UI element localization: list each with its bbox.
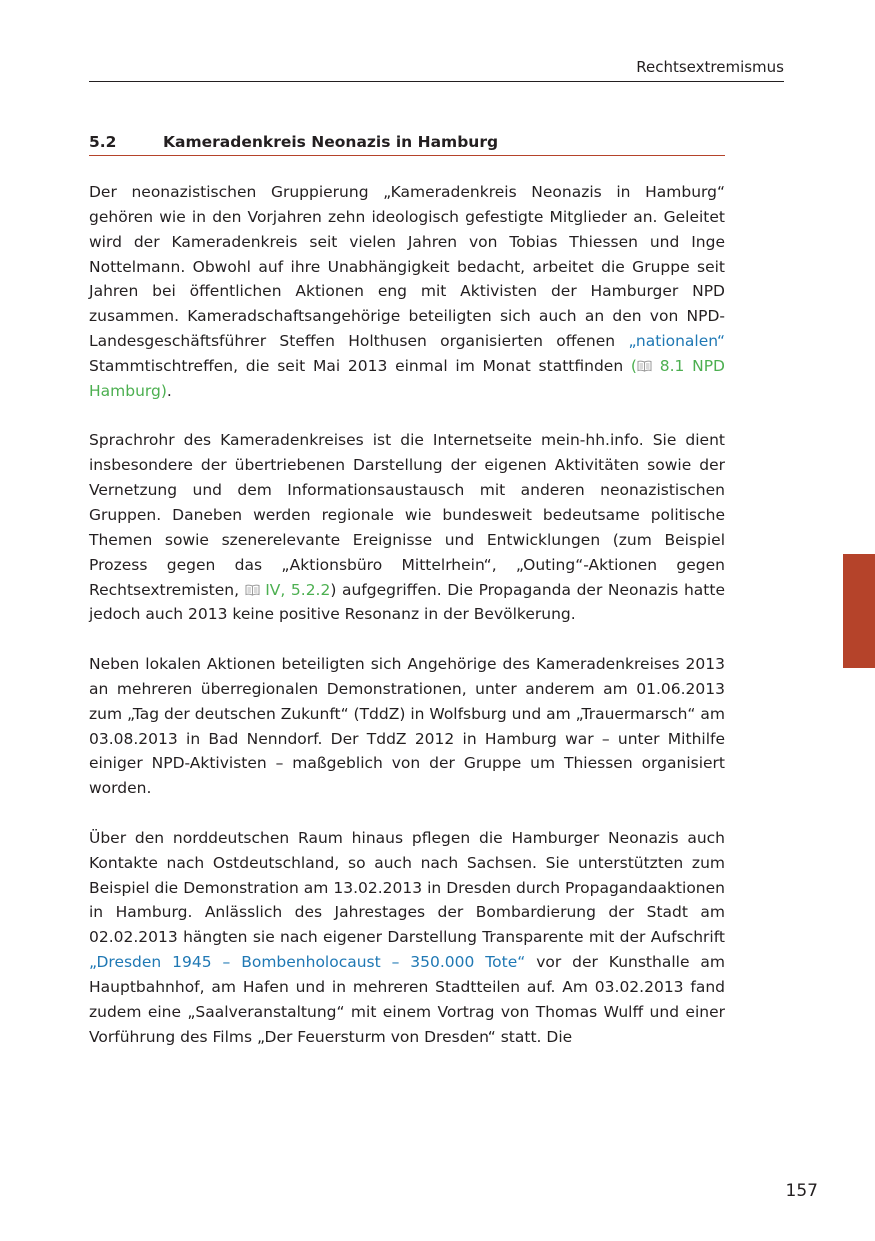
- paragraph-4: [89, 826, 725, 1050]
- section-heading: [89, 131, 725, 156]
- book-icon: [245, 584, 260, 596]
- paragraph-2: [89, 428, 725, 627]
- paragraph-2-text-a: Sprachrohr des Kameradenkreises ist die Internetseite mein-hh.info. Sie dient insbesondere der übertriebenen Darstellung der eigenen Aktivitäten sowie der Vernetzung und dem Informationsaustausch mit anderen neonazistischen Gruppen. Daneben werden regionale wie bundesweit bedeutsame politische Themen sowie szenerelevante Ereignisse und Entwicklungen (zum Beispiel Prozess gegen das „Aktionsbüro Mittelrhein“, „Outing“-Aktionen gegen Rechtsextremisten,: [89, 431, 725, 599]
- paragraph-3-text-a: Neben lokalen Aktionen beteiligten sich Angehörige des Kameradenkreises 2013 an mehreren überregionalen Demonstrationen, unter anderem am 01.06.2013 zum „Tag der deutschen Zukunft“ (TddZ) in Wolfsburg und am „Trauermarsch“ am 03.08.2013 in Bad Nenndorf. Der TddZ 2012 in Hamburg war – unter Mithilfe einiger NPD-Aktivisten – maßgeblich von der Gruppe um Thiessen organisiert worden.: [89, 655, 725, 798]
- paragraph-1-text-b: Stammtischtreffen, die seit Mai 2013 einmal im Monat stattfinden: [89, 356, 631, 375]
- header-rule: [89, 81, 784, 82]
- paragraph-4-text-b: vor der Kunsthalle am Hauptbahnhof, am Hafen und in mehreren Stadtteilen auf. Am 03.02.2013 fand zudem eine „Saalveranstaltung“ mit einem Vortrag von Thomas Wulff und einer Vorführung des Films „Der Feuersturm von Dresden“ statt. Die: [89, 953, 725, 1046]
- cross-reference-iv-5-2-2[interactable]: [245, 581, 331, 599]
- page-number: 157: [785, 1181, 818, 1201]
- paragraph-1-text-c: .: [166, 381, 172, 400]
- paragraph-3: [89, 652, 725, 801]
- chapter-tab-marker: [843, 554, 875, 668]
- section-title: Kameradenkreis Neonazis in Hamburg: [163, 133, 499, 151]
- running-title: Rechtsextremismus: [636, 58, 784, 76]
- quote-dresden-banner: „Dresden 1945 – Bombenholocaust – 350.000 Tote“: [89, 953, 526, 972]
- section-number: 5.2: [89, 133, 117, 151]
- body-text: [89, 180, 725, 1050]
- ref-text: 8.1 NPD Hamburg): [89, 356, 725, 400]
- paragraph-1: [89, 180, 725, 404]
- paragraph-2-text-b: ) aufgegriffen. Die Propaganda der Neonazis hatte jedoch auch 2013 keine positive Resonanz in der Bevölkerung.: [89, 580, 725, 624]
- book-icon: [637, 360, 652, 372]
- quote-nationalen: „nationalen“: [628, 332, 725, 351]
- ref-text: IV, 5.2.2: [259, 580, 331, 599]
- ref-open-paren: (: [630, 356, 637, 375]
- paragraph-1-text-a: Der neonazistischen Gruppierung „Kameradenkreis Neonazis in Hamburg“ gehören wie in den Vorjahren zehn ideologisch gefestigte Mitglieder an. Geleitet wird der Kameradenkreis seit vielen Jahren von Tobias Thiessen und Inge Nottelmann. Obwohl auf ihre Unabhängigkeit bedacht, arbeitet die Gruppe seit Jahren bei öffentlichen Aktionen eng mit Aktivisten der Hamburger NPD zusammen. Kameradschaftsangehörige beteiligten sich auch an den von NPD-Landesgeschäftsführer Steffen Holthusen organisierten offenen: [89, 183, 725, 351]
- paragraph-4-text-a: Über den norddeutschen Raum hinaus pflegen die Hamburger Neonazis auch Kontakte nach Ostdeutschland, so auch nach Sachsen. Sie unterstützten zum Beispiel die Demonstration am 13.02.2013 in Dresden durch Propagandaaktionen in Hamburg. Anlässlich des Jahrestages der Bombardierung der Stadt am 02.02.2013 hängten sie nach eigener Darstellung Transparente mit der Aufschrift: [89, 828, 725, 947]
